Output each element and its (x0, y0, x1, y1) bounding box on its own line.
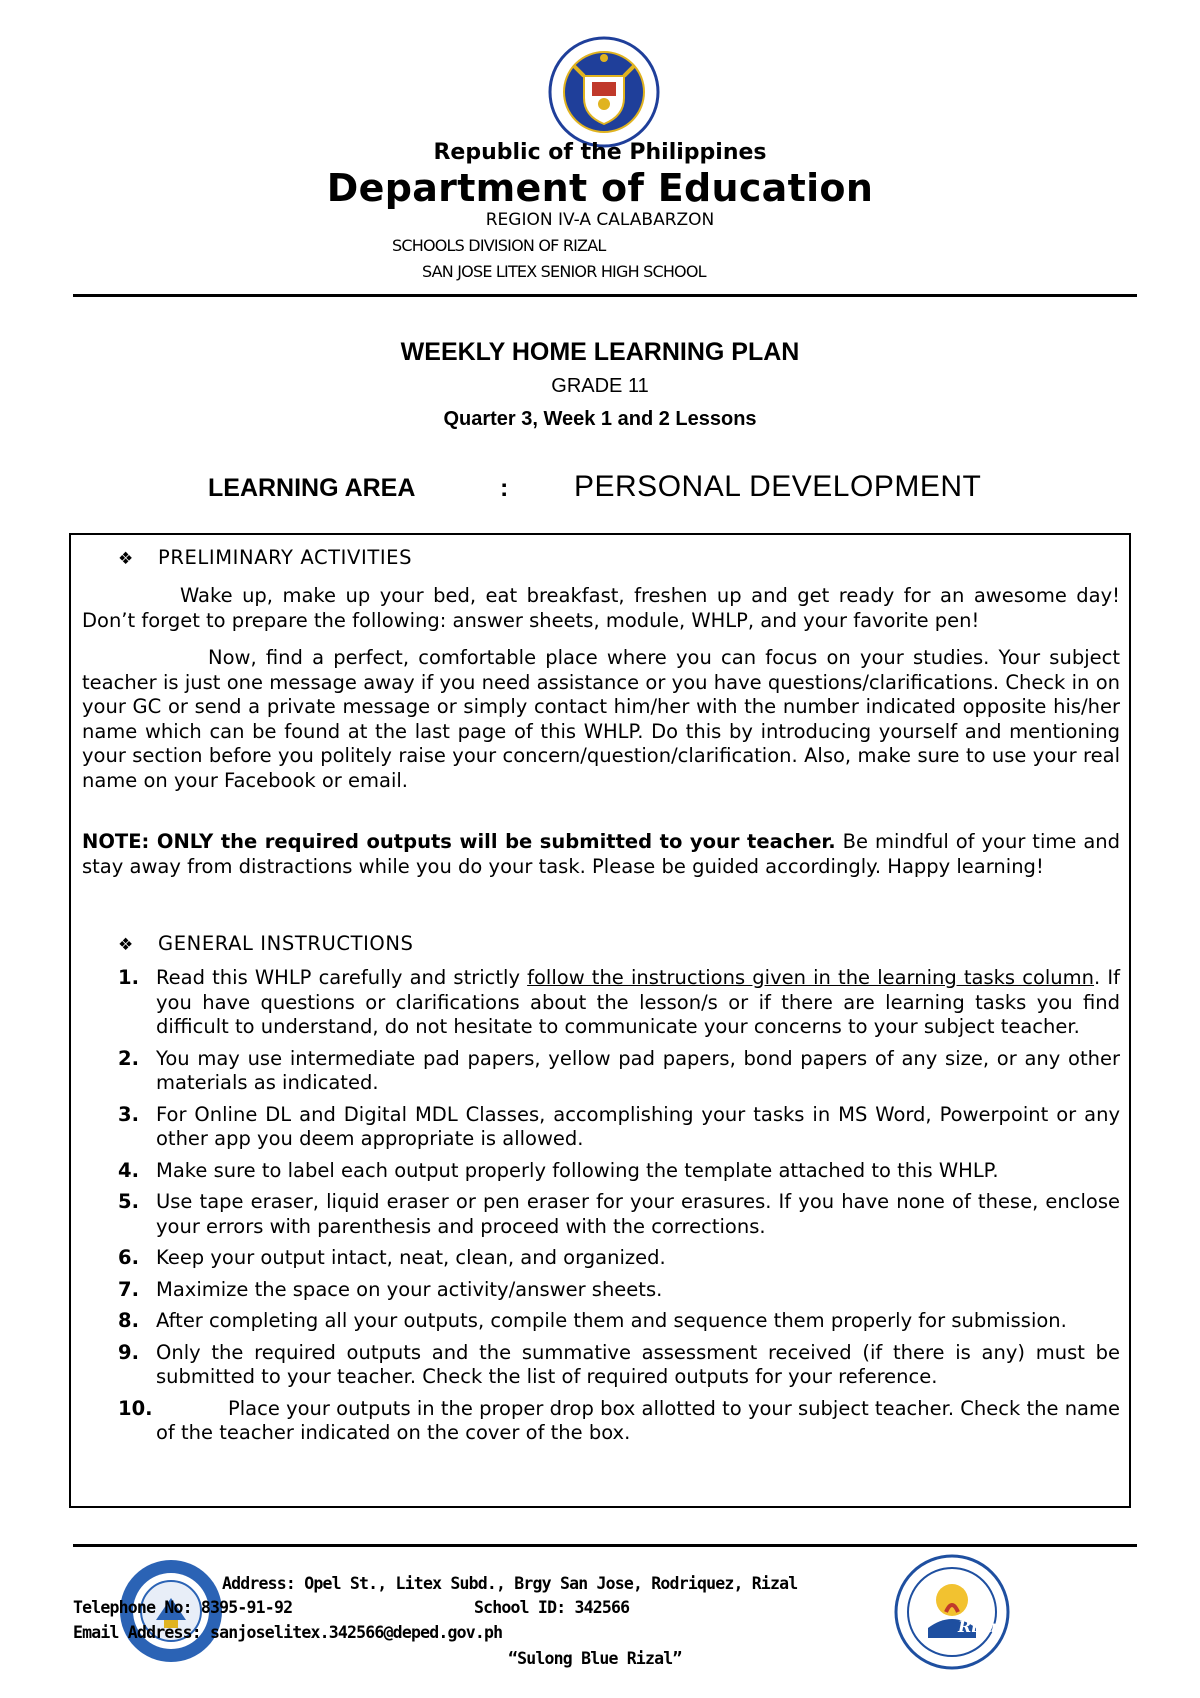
list-item: 7. Maximize the space on your activity/answer sheets. (118, 1277, 663, 1301)
school-label: SAN JOSE LITEX SENIOR HIGH SCHOOL (422, 262, 706, 281)
note-bold: NOTE: ONLY the required outputs will be submitted to your teacher. (82, 830, 836, 853)
list-item: 3. For Online DL and Digital MDL Classes, accomplishing your tasks in MS Word, Powerpoint or any other app you deem appropriate is allowed. (118, 1102, 1120, 1150)
quarter-label: Quarter 3, Week 1 and 2 Lessons (443, 408, 757, 430)
learning-area-label: LEARNING AREA (208, 474, 416, 502)
rizal-division-logo (894, 1554, 1010, 1670)
diamond-bullet-icon: ❖ (118, 935, 134, 955)
instruction-list (82, 966, 1120, 1453)
grade-label: GRADE 11 (551, 375, 649, 397)
preliminary-heading (118, 546, 412, 569)
note-paragraph (82, 830, 1120, 879)
deped-seal-logo (548, 36, 660, 148)
department-title: Department of Education (326, 166, 874, 210)
learning-area-value: PERSONAL DEVELOPMENT (574, 470, 982, 503)
footer-email: Email Address: sanjoselitex.342566@deped.gov.ph (73, 1623, 503, 1642)
list-item: 10. Place your outputs in the proper drop box allotted to your subject teacher. Check the name of the teacher indicated on the cover of the box. (118, 1396, 1120, 1444)
region-label: REGION IV-A CALABARZON (485, 210, 715, 230)
footer-motto: “Sulong Blue Rizal” (508, 1649, 682, 1668)
list-item: 1. Read this WHLP carefully and strictly follow the instructions given in the learning tasks column. If you have questions or clarifications about the lesson/s or if there are learning tasks you find difficult to understand, do not hesitate to communicate your concerns to your subject teacher. (118, 966, 1120, 1038)
list-item: 4. Make sure to label each output properly following the template attached to this WHLP. (118, 1158, 999, 1182)
division-label: SCHOOLS DIVISION OF RIZAL (392, 236, 606, 255)
note-rest: Be mindful of your time and stay away from distractions while you do your task. Please be guided accordingly. Happy learning! (82, 830, 1121, 878)
list-item: 8. After completing all your outputs, compile them and sequence them properly for submission. (118, 1309, 1067, 1332)
footer-divider (73, 1544, 1137, 1547)
diamond-bullet-icon: ❖ (118, 549, 134, 569)
plan-title: WEEKLY HOME LEARNING PLAN (400, 338, 800, 366)
republic-heading: Republic of the Philippines (433, 140, 767, 165)
header-divider (73, 294, 1137, 297)
list-item: 6. Keep your output intact, neat, clean, and organized. (118, 1246, 666, 1269)
list-item: 9. Only the required outputs and the summative assessment received (if there is any) must be submitted to your teacher. Check the list of required outputs for your reference. (118, 1340, 1120, 1388)
preliminary-heading-text: PRELIMINARY ACTIVITIES (158, 546, 413, 569)
footer-school-id: School ID: 342566 (474, 1598, 630, 1617)
list-item: 5. Use tape eraser, liquid eraser or pen eraser for your erasures. If you have none of these, enclose your errors with parenthesis and proceed with the corrections. (118, 1190, 1120, 1238)
footer-address: Address: Opel St., Litex Subd., Brgy San Jose, Rodriquez, Rizal (222, 1574, 798, 1593)
list-item: 2. You may use intermediate pad papers, yellow pad papers, bond papers of any size, or any other materials as indicated. (118, 1046, 1120, 1094)
learning-area-colon: : (500, 474, 509, 502)
general-heading-text: GENERAL INSTRUCTIONS (158, 932, 414, 955)
preliminary-paragraph-1: Wake up, make up your bed, eat breakfast, freshen up and get ready for an awesome day! Don’t forget to prepare the following: answer sheets, module, WHLP, and your favorite pen! (82, 584, 1120, 632)
svg-text:Rizal: Rizal (958, 1617, 1003, 1636)
footer-telephone: Telephone No: 8395-91-92 (73, 1598, 293, 1617)
preliminary-paragraph-2: Now, find a perfect, comfortable place where you can focus on your studies. Your subject teacher is just one message away if you need assistance or you have questions/clarifications. Check in on your GC or send a private message or simply contact him/her with the number indicated opposite his/her name which can be found at the last page of this WHLP. Do this by introducing yourself and mentioning your section before you politely raise your concern/question/clarification. Also, make sure to use your real name on your Facebook or email. (82, 646, 1120, 792)
general-heading (118, 932, 414, 955)
